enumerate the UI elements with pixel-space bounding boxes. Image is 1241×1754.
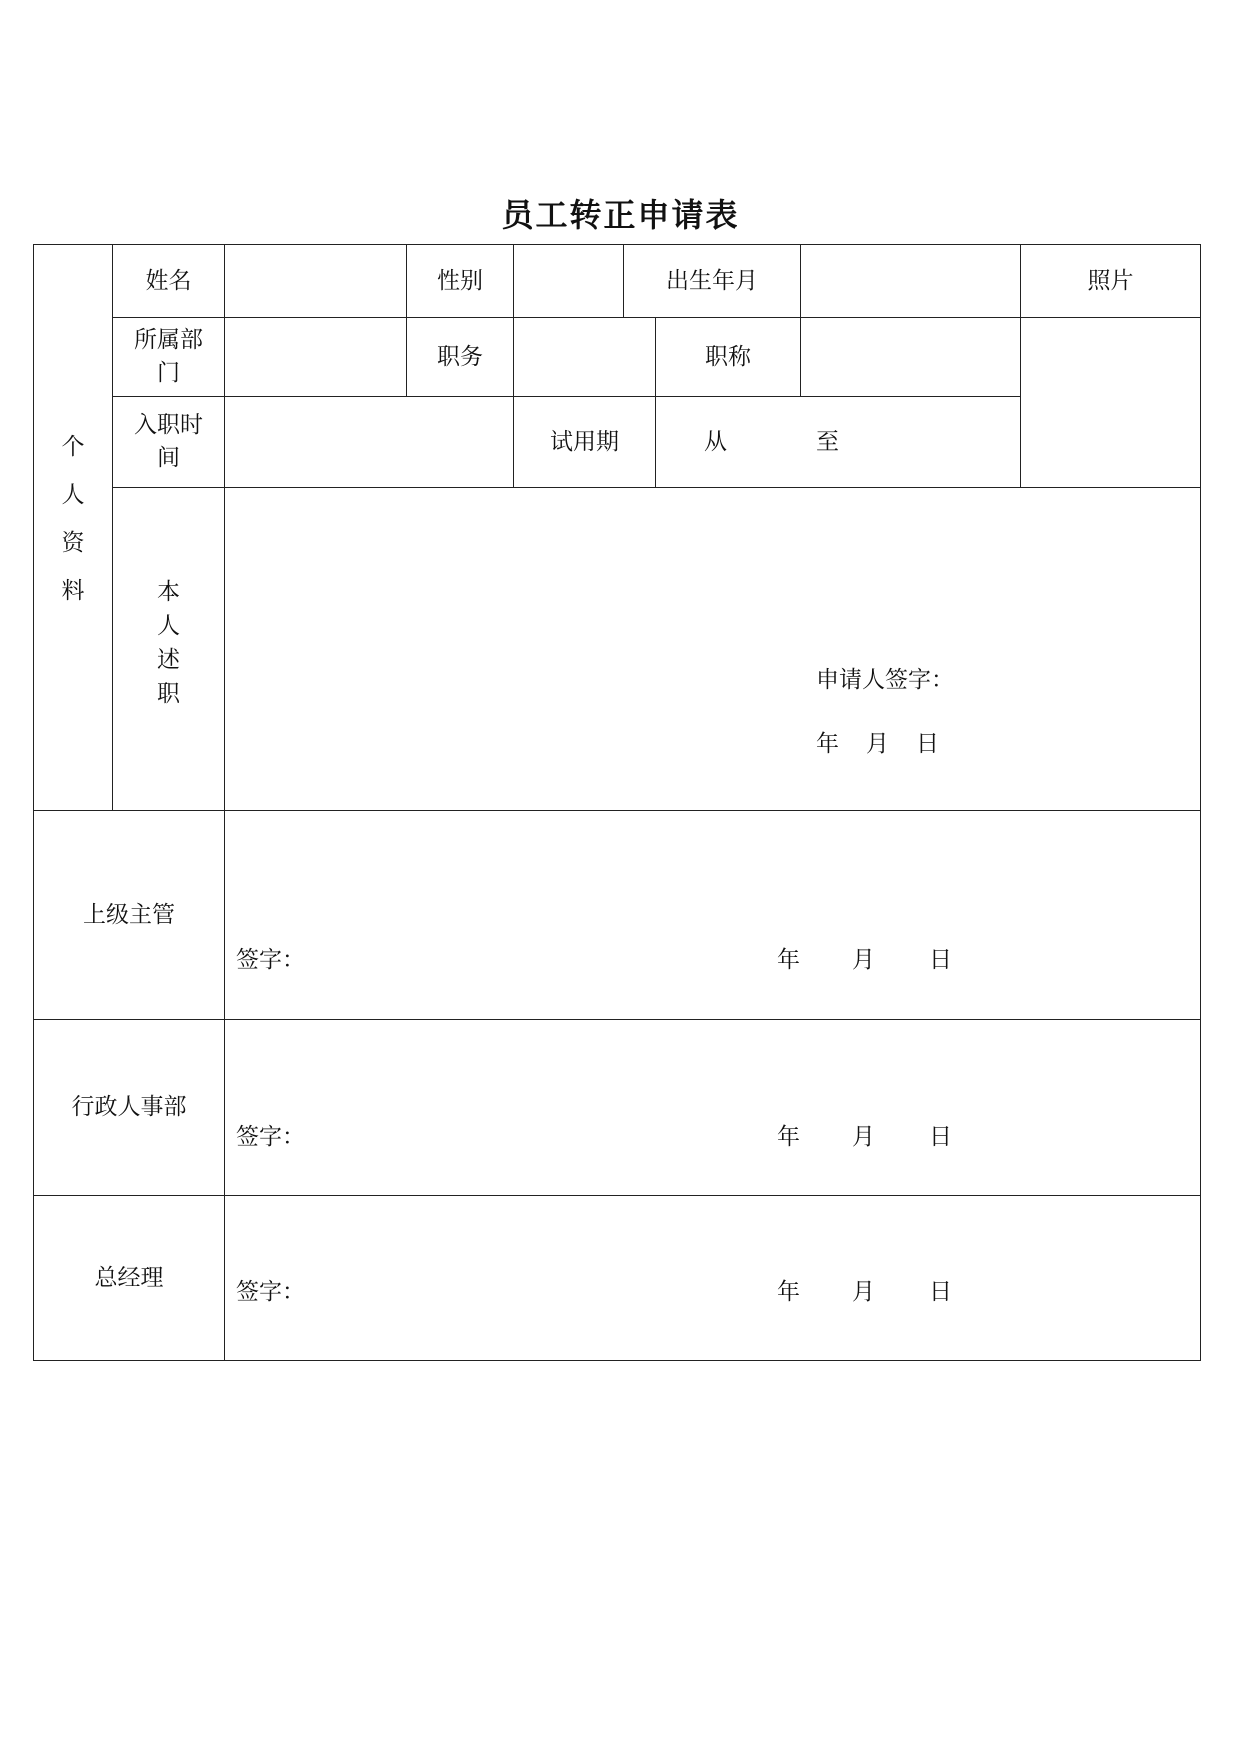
probation-label: 试用期 (550, 428, 619, 455)
statement-month-label: 月 (866, 731, 889, 757)
name-field[interactable] (225, 245, 406, 317)
job-title-label: 职称 (705, 343, 751, 370)
birth-date-field[interactable] (801, 245, 1020, 317)
gm-signature-label: 签字： (236, 1279, 305, 1305)
hr-department-label: 行政人事部 (71, 1094, 187, 1120)
department-field[interactable] (225, 318, 406, 396)
hr-year-label: 年 (777, 1124, 800, 1150)
probation-to-label: 至 (816, 429, 839, 455)
hire-date-label: 入职时 间 (134, 412, 203, 471)
self-statement-field[interactable] (225, 488, 1200, 810)
table-border-bottom (33, 1360, 1201, 1361)
table-border-right (1200, 244, 1201, 1361)
group-label-char: 个 (61, 434, 85, 460)
applicant-signature-label: 申请人签字： (816, 667, 954, 693)
department-label: 所属部 门 (134, 327, 203, 386)
gm-year-label: 年 (777, 1279, 800, 1305)
probation-from-label: 从 (704, 429, 727, 455)
photo-area[interactable] (1021, 318, 1200, 487)
birth-date-label: 出生年月 (666, 267, 758, 294)
job-title-field[interactable] (801, 318, 1020, 396)
statement-day-label: 日 (916, 731, 939, 757)
general-manager-label: 总经理 (94, 1264, 164, 1291)
hr-opinion-field[interactable] (225, 1020, 1200, 1195)
position-field[interactable] (514, 318, 655, 396)
photo-label: 照片 (1087, 267, 1134, 294)
gm-day-label: 日 (929, 1279, 952, 1305)
supervisor-day-label: 日 (929, 947, 952, 973)
supervisor-opinion-field[interactable] (225, 811, 1200, 1019)
hr-month-label: 月 (852, 1124, 875, 1150)
personal-info-group-label (34, 429, 112, 609)
group-label-char: 资 (61, 530, 85, 556)
hr-day-label: 日 (929, 1124, 952, 1150)
gm-month-label: 月 (852, 1279, 875, 1305)
group-label-char: 料 (61, 578, 85, 604)
supervisor-month-label: 月 (852, 947, 875, 973)
group-label-char: 人 (61, 482, 85, 508)
supervisor-year-label: 年 (777, 947, 800, 973)
page-title: 员工转正申请表 (501, 196, 740, 234)
supervisor-signature-label: 签字： (236, 947, 305, 973)
gender-field[interactable] (514, 245, 623, 317)
supervisor-label: 上级主管 (83, 901, 175, 928)
general-manager-opinion-field[interactable] (225, 1196, 1200, 1360)
position-label: 职务 (437, 343, 483, 370)
statement-year-label: 年 (816, 731, 839, 757)
name-label: 姓名 (145, 267, 192, 294)
self-statement-label: 本 人 述 职 (157, 578, 180, 707)
hire-date-field[interactable] (225, 397, 513, 487)
gender-label: 性别 (437, 267, 483, 294)
hr-signature-label: 签字： (236, 1124, 305, 1150)
